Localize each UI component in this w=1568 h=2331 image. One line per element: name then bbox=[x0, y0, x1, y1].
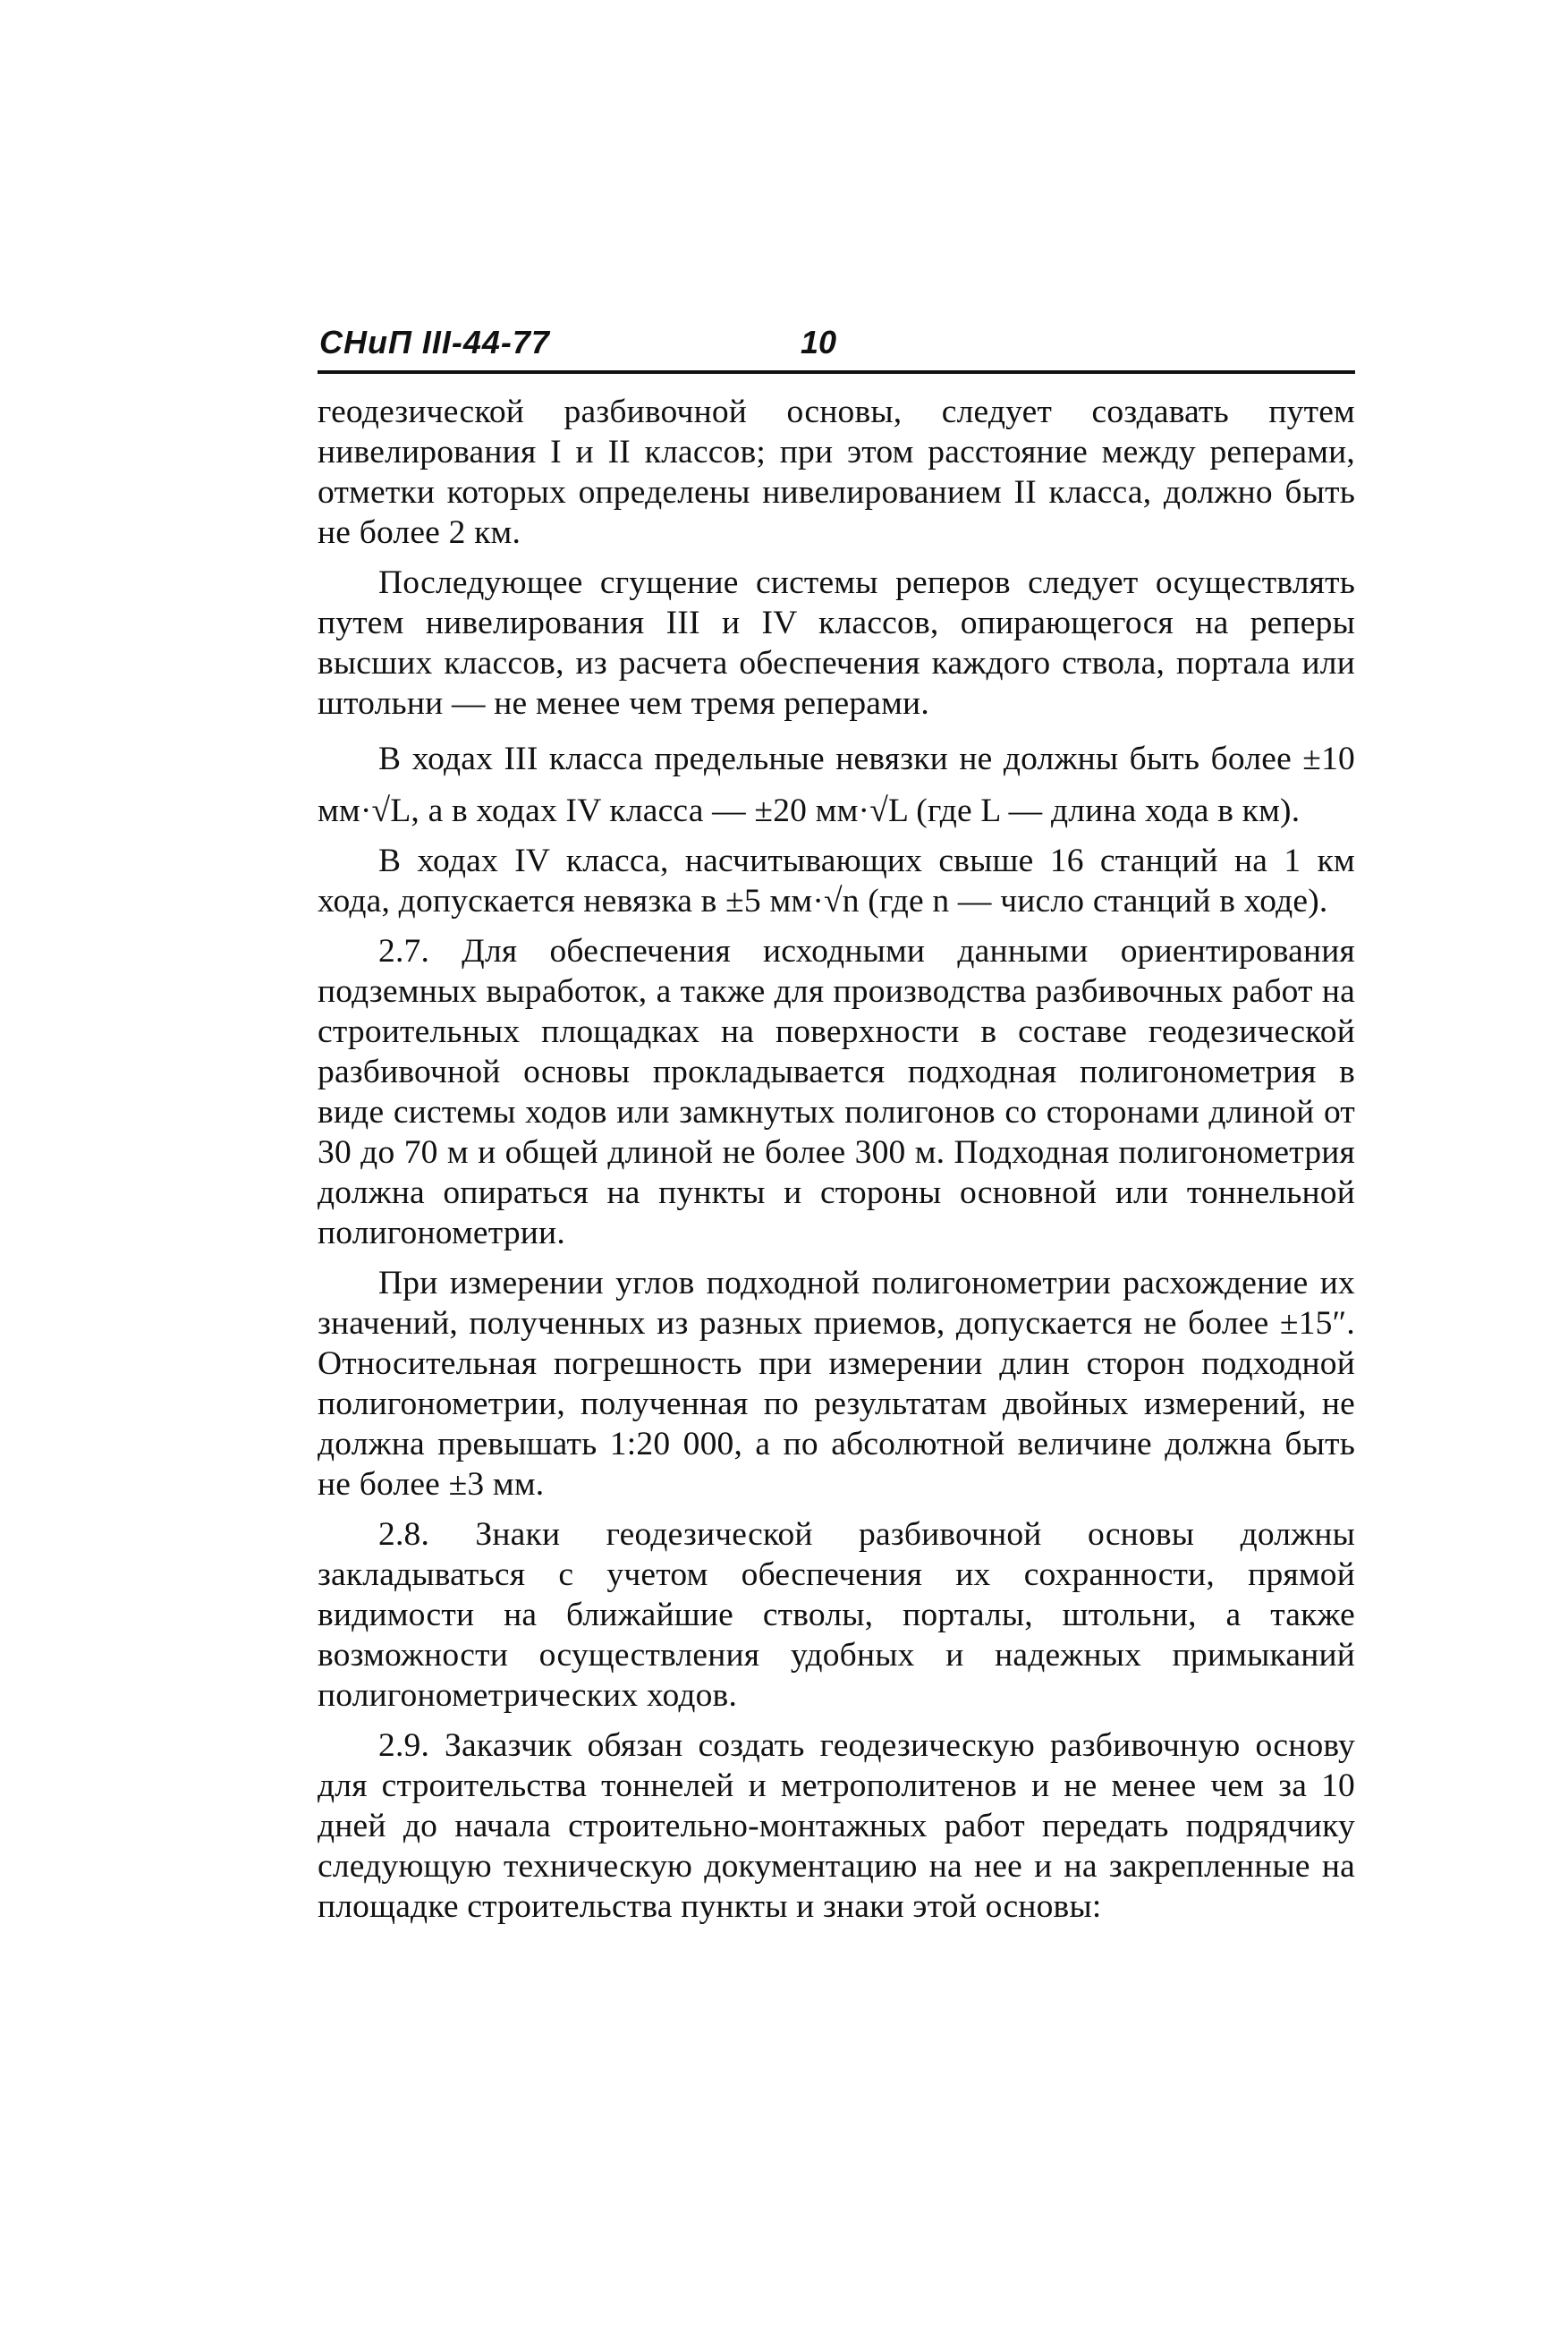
paragraph-class-iv-misclosure: В ходах IV класса, насчитывающих свыше 16 станций на 1 км хода, допускается невязка в ±5 мм·√n (где n — число станций в ходе). bbox=[318, 843, 1355, 920]
paragraph-2-7: 2.7. Для обеспечения исходными данными ориентирования подземных выработок, а также для производства разбивочных работ на строительных площадках на поверхности в составе геодезической разбивочной основы прокладывается подходная полигонометрия в виде системы ходов или замкнутых полигонов со сторонами длиной от 30 до 70 м и общей длиной не более 300 м. Подходная полигонометрия должна опираться на пункты и стороны основной или тоннельной полигонометрии. bbox=[318, 933, 1355, 1251]
paragraph-2-9: 2.9. Заказчик обязан создать геодезическую разбивочную основу для строительства тоннелей и метрополитенов и не менее чем за 10 дней до начала строительно-монтажных работ передать подрядчику следующую техническую документацию на нее и на закрепленные на площадке строительства пункты и знаки этой основы: bbox=[318, 1727, 1355, 1925]
paragraph-2-8: 2.8. Знаки геодезической разбивочной основы должны закладываться с учетом обеспечения их сохранности, прямой видимости на ближайшие стволы, порталы, штольни, а также возможности осуществления удобных и надежных примыканий полигонометрических ходов. bbox=[318, 1516, 1355, 1714]
document-body bbox=[318, 392, 1355, 1927]
paragraph-class-iii-misclosure: В ходах III класса предельные невязки не должны быть более ±10 мм·√L, а в ходах IV класса — ±20 мм·√L (где L — длина хода в км). bbox=[318, 741, 1355, 829]
page-number: 10 bbox=[801, 324, 837, 360]
document-page bbox=[318, 322, 1355, 1937]
page-header bbox=[318, 322, 1355, 374]
paragraph-continuation: геодезической разбивочной основы, следует создавать путем нивелирования I и II классов; при этом расстояние между реперами, отметки которых определены нивелированием II класса, должно быть не более 2 км. bbox=[318, 394, 1355, 551]
paragraph-benchmark-densification: Последующее сгущение системы реперов следует осуществлять путем нивелирования III и IV классов, опирающегося на реперы высших классов, из расчета обеспечения каждого ствола, портала или штольни — не менее чем тремя реперами. bbox=[318, 564, 1355, 722]
document-code: СНиП III-44-77 bbox=[319, 324, 550, 360]
paragraph-angle-measurement: При измерении углов подходной полигонометрии расхождение их значений, полученных из разных приемов, допускается не более ±15″. Относительная погрешность при измерении длин сторон подходной полигонометрии, полученная по результатам двойных измерений, не должна превышать 1:20 000, а по абсолютной величине должна быть не более ±3 мм. bbox=[318, 1265, 1355, 1503]
